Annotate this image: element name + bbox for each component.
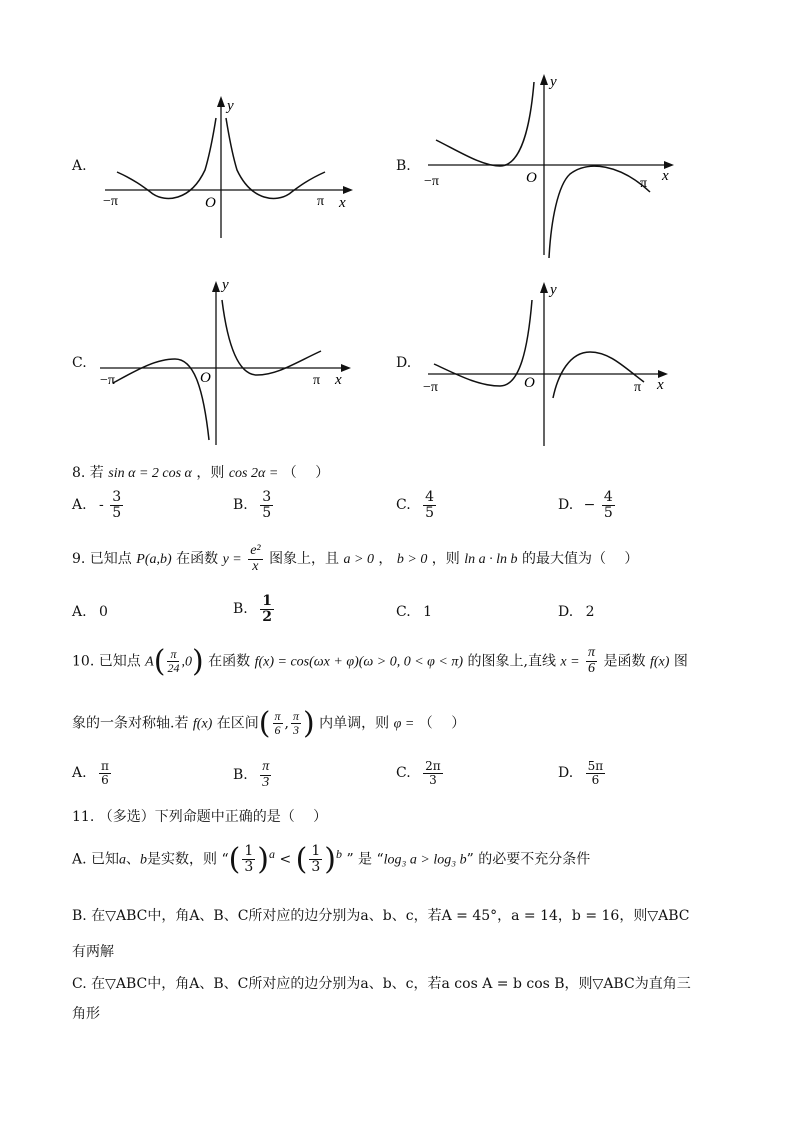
graph-c-curve-left (113, 359, 209, 440)
q8-option-c[interactable]: C. $\frac{4}{5}$ (396, 489, 435, 521)
q11-statement-b-line2: 有两解 (72, 944, 114, 960)
q10-option-a[interactable]: A. $\frac{\pi}{6}$ (72, 759, 109, 787)
graph-c-y-label: y (222, 277, 229, 293)
graph-c-x-label: x (335, 372, 342, 388)
graph-c-curve-right (222, 300, 321, 375)
graph-b-y-arrow (540, 74, 548, 85)
graph-d-curve-left (434, 300, 532, 386)
q8-mid: ，则 (196, 465, 225, 481)
q8-ask: cos 2α = (228, 466, 279, 481)
q8-option-a[interactable]: A. - $\frac{3}{5}$ (72, 489, 122, 521)
q8-tail: （ ） (282, 465, 330, 481)
graph-d-pi: π (634, 380, 642, 395)
graph-a-x-label: x (339, 195, 346, 211)
graph-a-x-arrow (343, 186, 353, 194)
graph-b-neg-pi: −π (424, 174, 439, 189)
graph-d-origin: O (524, 375, 535, 391)
q9-option-b[interactable]: B. $\frac{1}{2}$ (233, 593, 272, 625)
q9-point: P(a,b) (136, 552, 172, 568)
graph-c-x-arrow (341, 364, 351, 372)
q10-function: f(x) = cos(ωx + φ)(ω > 0, 0 < φ < π) (254, 654, 464, 670)
graph-b (420, 70, 685, 260)
question-9: 9. 已知点 P(a,b) 在函数 y = $\frac{\text{e²}}{x}$ 图象上，且 a > 0 ， b > 0 ，则 ln a · ln b 的最大值为（ ） (72, 543, 639, 574)
graph-a (95, 90, 365, 250)
q9-option-c[interactable]: C. 1 (396, 604, 433, 620)
graph-a-pi: π (317, 194, 325, 209)
graph-a-curve-left (117, 118, 216, 198)
q9-option-d[interactable]: D. 2 (558, 604, 595, 620)
graph-a-label: A. (72, 158, 87, 174)
graph-b-x-label: x (662, 168, 669, 184)
q8-option-b[interactable]: B. $\frac{3}{5}$ (233, 489, 272, 521)
q10-option-b[interactable]: B. $\frac{\pi}{3}$ (233, 759, 270, 790)
question-10-line2: 象的一条对称轴.若 f(x) 在区间( $\frac{\pi}{6}$ , $\frac{\pi}{3}$ ) 内单调，则 φ = （ ） (72, 706, 466, 741)
graph-c (95, 275, 365, 450)
graph-a-curve-right (226, 118, 325, 198)
graph-b-curve-left (436, 82, 534, 166)
q11-statement-b-line1: B. 在▽ABC中，角A、B、C所对应的边分别为a、b、c，若A = 45°，a = 14，b = 16，则▽ABC (72, 908, 690, 924)
graph-c-label: C. (72, 355, 87, 371)
graph-b-y-label: y (550, 74, 557, 90)
graph-d-label: D. (396, 355, 412, 371)
q9-option-a[interactable]: A. 0 (72, 604, 108, 620)
q11-statement-a: A. 已知a、b是实数，则 “( $\frac{1}{3}$ )$^a$ < ( $\frac{1}{3}$ )$^b$ ” 是 “log₃ a > log₃ b” 的必要不充分条件 (72, 842, 591, 877)
graph-a-origin: O (205, 195, 216, 211)
graph-a-neg-pi: −π (103, 194, 118, 209)
graph-c-origin: O (200, 370, 211, 386)
q11-statement-c-line2: 角形 (72, 1006, 100, 1022)
graph-d-neg-pi: −π (423, 380, 438, 395)
graph-c-pi: π (313, 373, 321, 388)
question-10-line1: 10. 已知点 A( $\frac{\pi}{24}$ ,0) 在函数 f(x) = cos(ωx + φ)(ω > 0, 0 < φ < π) 的图象上,直线 x = $\frac{\pi}{6}$ 是函数 f(x) 图 (72, 644, 688, 679)
graph-a-y-label: y (227, 98, 234, 114)
graph-d-y-label: y (550, 282, 557, 298)
question-8 (72, 462, 329, 482)
q10-option-d[interactable]: D. $\frac{5\pi}{6}$ (558, 759, 604, 787)
graph-b-curve-right (549, 166, 650, 258)
question-11-title: 11. （多选）下列命题中正确的是（ ） (72, 809, 328, 825)
graph-d-x-label: x (657, 377, 664, 393)
graph-d (420, 278, 685, 450)
q10-option-c[interactable]: C. $\frac{2\pi}{3}$ (396, 759, 441, 787)
q11-statement-c-line1: C. 在▽ABC中，角A、B、C所对应的边分别为a、b、c，若a cos A = b cos B，则▽ABC为直角三 (72, 976, 691, 992)
graph-b-pi: π (640, 176, 648, 191)
graph-b-origin: O (526, 170, 537, 186)
graph-d-curve-right (553, 352, 644, 398)
graph-a-y-arrow (217, 96, 225, 107)
q8-equation: sin α = 2 cos α (108, 466, 192, 481)
graph-d-y-arrow (540, 282, 548, 293)
graph-c-y-arrow (212, 281, 220, 292)
graph-c-neg-pi: −π (100, 373, 115, 388)
q8-option-d[interactable]: D. − $\frac{4}{5}$ (558, 489, 613, 521)
graph-b-label: B. (396, 158, 411, 174)
q8-prefix: 8. 若 (72, 465, 104, 481)
